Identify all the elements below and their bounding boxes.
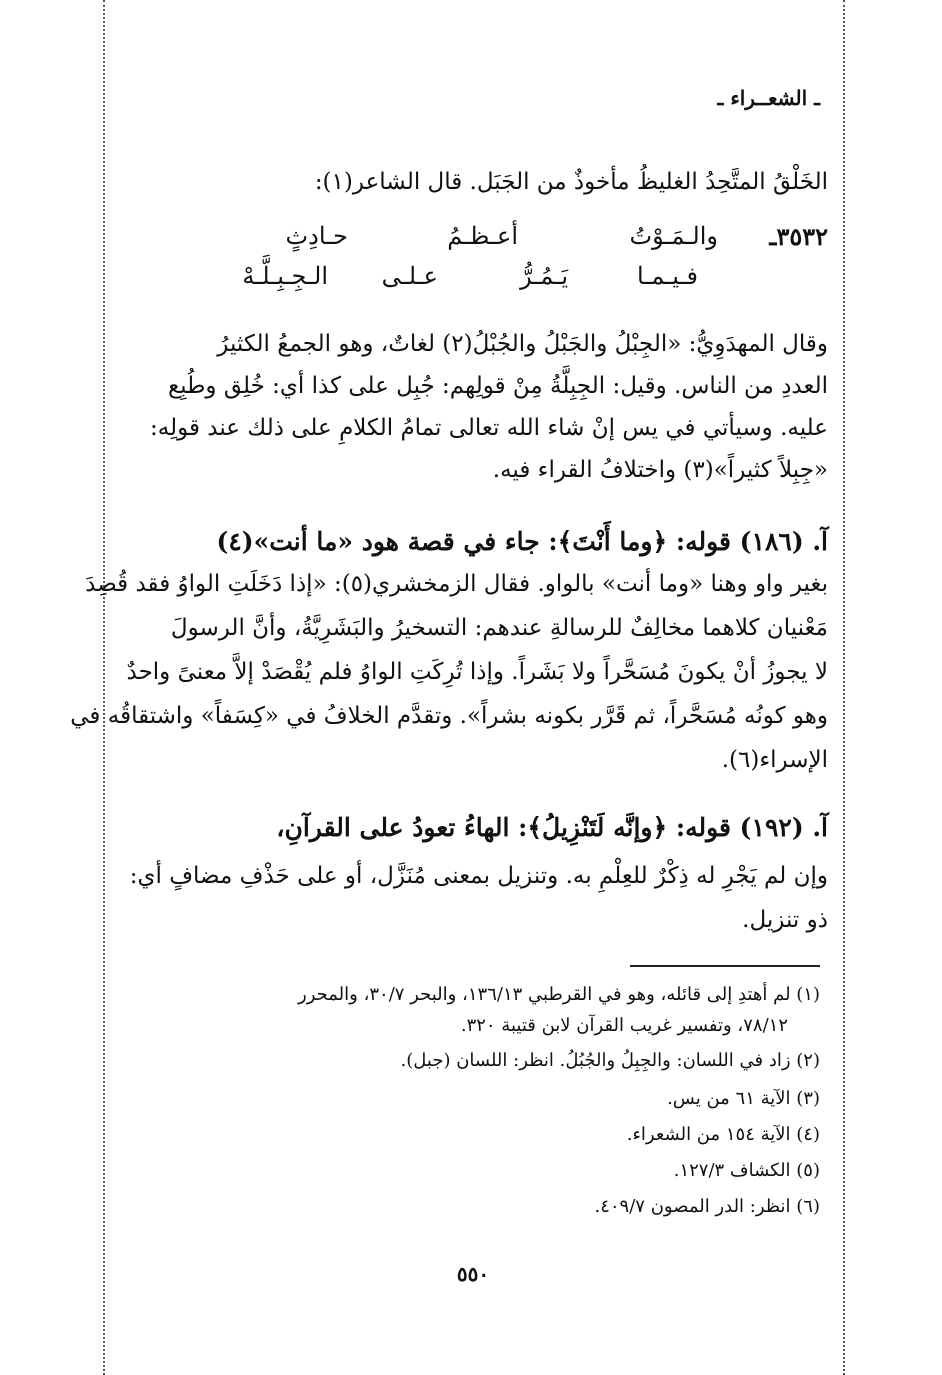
footnote-3: (٣) الآية ٦١ من يس. bbox=[667, 1088, 820, 1109]
verse-word: يَـمُـرُّ bbox=[520, 262, 568, 290]
text-line-186-2: بغير واو وهنا «وما أنت» بالواو. فقال الزمخشري(٥): «إذا دَخَلَتِ الواوُ فقد قُصِدَ bbox=[85, 571, 828, 597]
text-line-186-5: وهو كونُه مُسَحَّراً، ثم قَرَّر بكونه بشراً». وتقدَّم الخلافُ في «كِسَفاً» واشتقاقُه في bbox=[70, 703, 828, 729]
verse-192-heading: آ. (١٩٢) قوله: ﴿وإنَّه لَتَنْزِيلُ﴾: الهاءُ تعودُ على القرآنِ، bbox=[276, 813, 828, 842]
text-line-2: وقال المهدَوِيُّ: «الجِبْلُ والجَبْلُ والجُبْلُ(٢) لغاتٌ، وهو الجمعُ الكثيرُ bbox=[217, 331, 828, 357]
book-page bbox=[70, 0, 828, 1375]
footnote-1-cont: ٧٨/١٢، وتفسير غريب القرآن لابن قتيبة ٣٢٠. bbox=[460, 1015, 788, 1036]
footnote-1: (١) لم أهتدِ إلى قائله، وهو في القرطبي ١٣٦/١٣، والبحر ٣٠/٧، والمحرر bbox=[298, 984, 820, 1005]
footnote-separator bbox=[630, 965, 820, 967]
running-header: ـ الشعــراء ـ bbox=[717, 86, 820, 110]
right-margin-line bbox=[843, 0, 845, 1375]
text-line-192-2: وإن لم يَجْرِ له ذِكْرٌ للعِلْمِ به. وتنزيل بمعنى مُنَزَّل، أو على حَذْفِ مضافٍ أي: bbox=[129, 863, 828, 889]
footnote-4: (٤) الآية ١٥٤ من الشعراء. bbox=[626, 1124, 820, 1145]
text-line-186-6: الإسراء(٦). bbox=[721, 747, 828, 773]
text-line-3: العددِ من الناس. وقيل: الجِبِلَّةُ مِنْ قولِهم: جُبِل على كذا أي: خُلِق وطُبِع bbox=[167, 373, 828, 399]
text-line-4: عليه. وسيأتي في يس إنْ شاء الله تعالى تمامُ الكلامِ على ذلك عند قولِه: bbox=[149, 415, 828, 441]
verse-word: والـمَـوْتُ bbox=[629, 222, 718, 250]
text-line-186-3: مَعْنيان كلاهما مخالِفٌ للرسالةِ عندهم: التسخيرُ والبَشَرِيَّةُ، وأنَّ الرسولَ bbox=[170, 615, 828, 641]
text-line-186-4: لا يجوزُ أنْ يكونَ مُسَحَّراً ولا بَشَراً. وإذا تُرِكَتِ الواوُ فلم يُقْصَدْ إلاَّ معنىً واحدٌ bbox=[126, 659, 828, 685]
verse-word: فـيـمـا bbox=[637, 262, 698, 290]
text-line-192-3: ذو تنزيل. bbox=[742, 907, 828, 933]
verse-186-heading: آ. (١٨٦) قوله: ﴿وما أَنْتَ﴾: جاء في قصة هود «ما أنت»(٤) bbox=[216, 527, 828, 556]
footnote-6: (٦) انظر: الدر المصون ٤٠٩/٧. bbox=[594, 1196, 820, 1217]
text-line-1: الخَلْقُ المتَّحِدُ الغليظُ مأخوذٌ من الجَبَل. قال الشاعر(١): bbox=[314, 169, 828, 195]
verse-word: أعـظـمُ bbox=[447, 222, 518, 250]
verse-number: ٣٥٣٢ـ bbox=[769, 222, 828, 251]
verse-word: عـلـى bbox=[381, 262, 438, 290]
verse-word: الـجِـبِـلَّـهْ bbox=[242, 262, 328, 290]
footnote-5: (٥) الكشاف ١٢٧/٣. bbox=[673, 1160, 820, 1181]
footnote-2: (٢) زاد في اللسان: والجِبِلُ والجُبُلُ. انظر: اللسان (جبل). bbox=[400, 1050, 820, 1071]
page-number: ٥٥٠ bbox=[456, 1262, 490, 1286]
verse-word: حـادِثٍ bbox=[285, 222, 348, 250]
text-line-5: «جِبِلاً كثيراً»(٣) واختلافُ القراء فيه. bbox=[492, 457, 828, 483]
left-margin-line bbox=[103, 0, 105, 1375]
